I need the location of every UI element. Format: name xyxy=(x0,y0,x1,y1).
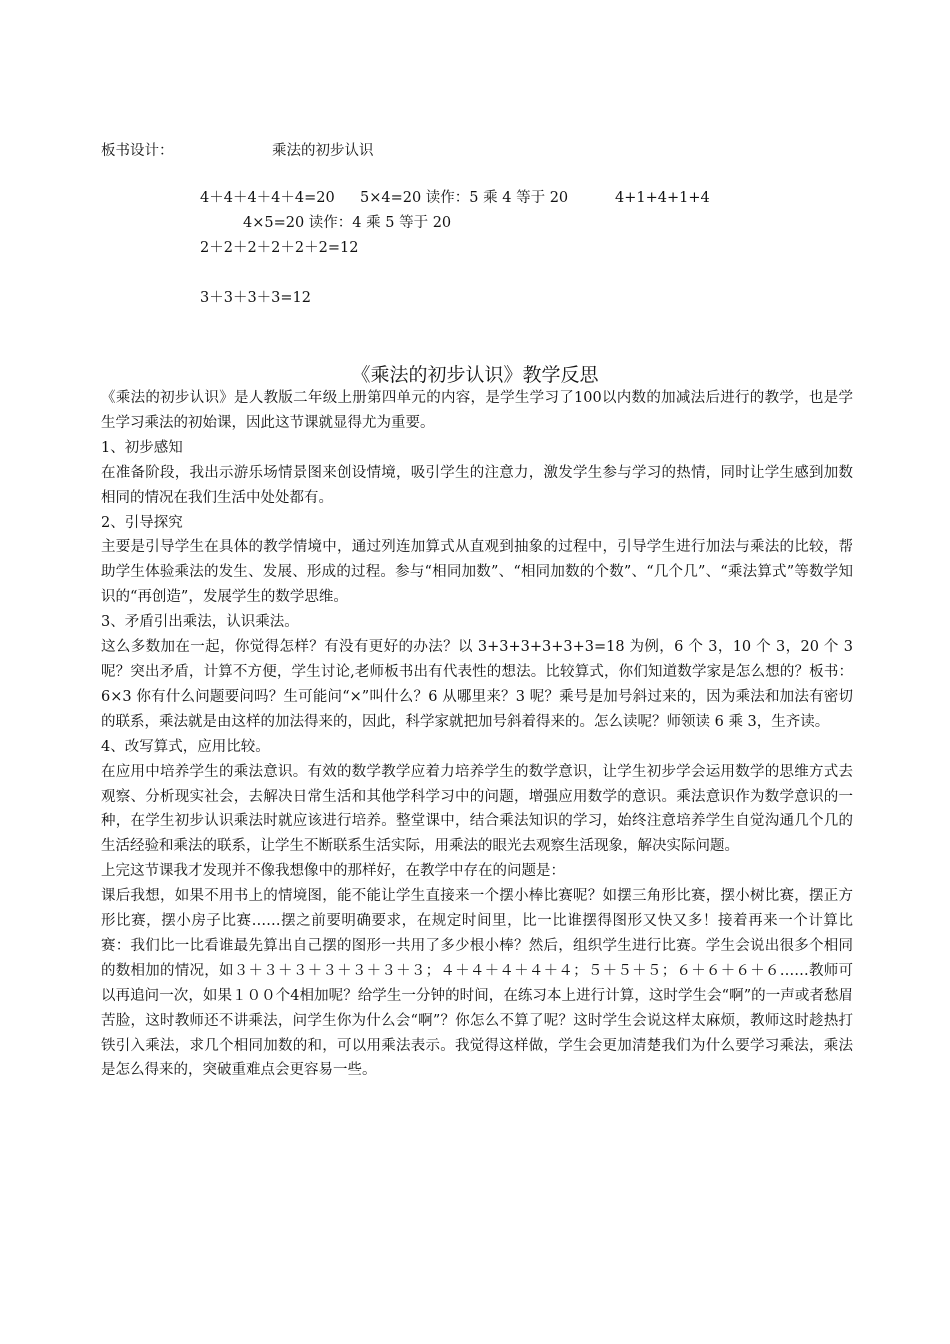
section-2-heading: 2、引导探究 xyxy=(101,514,183,531)
section-2-text: 主要是引导学生在具体的教学情境中，通过列连加算式从直观到抽象的过程中，引导学生进行加法与乘法的比较，帮助学生体验乘法的发生、发展、形成的过程。参与“相同加数”、“相同加数的个数”、“几个几”、“乘法算式”等数学知识的“再创造”，发展学生的数学思维。 xyxy=(101,539,853,606)
section-4-text: 在应用中培养学生的乘法意识。有效的数学教学应着力培养学生的数学意识，让学生初步学会运用数学的思维方式去观察、分析现实社会，去解决日常生活和其他学科学习中的问题，增强应用数学的意识。乘法意识作为数学意识的一种，在学生初步认识乘法时就应该进行培养。整堂课中，结合乘法知识的学习，始终注意培养学生自觉沟通几个几的生活经验和乘法的联系，让学生不断联系生活实际，用乘法的眼光去观察生活现象，解决实际问题。 xyxy=(101,763,853,855)
board-equation-3: 2＋2＋2＋2＋2＋2=12 xyxy=(200,240,359,256)
board-design-label: 板书设计： xyxy=(101,143,174,159)
section-1-text: 在准备阶段，我出示游乐场情景图来创设情境，吸引学生的注意力，激发学生参与学习的热情，同时让学生感到加数相同的情况在我们生活中处处都有。 xyxy=(101,464,853,506)
reflection-body xyxy=(101,386,853,1083)
section-3-text: 这么多数加在一起，你觉得怎样？有没有更好的办法？以 3+3+3+3+3+3=18 为例，6 个 3，10 个 3，20 个 3 呢？突出矛盾，计算不方便，学生讨论,老师板书出有代表性的想法。比较算式，你们知道数学家是怎么想的？板书：6×3 你有什么问题要问吗？生可能问“×”叫什么？6 从哪里来？3 呢？乘号是加号斜过来的，因为乘法和加法有密切的联系，乘法就是由这样的加法得来的，因此，科学家就把加号斜着得来的。怎么读呢？师领读 6 乘 3，生齐读。 xyxy=(101,639,853,730)
board-equation-1a: 4＋4＋4＋4＋4=20 xyxy=(200,190,335,206)
board-equation-1c: 4+1+4+1+4 xyxy=(615,190,710,206)
board-design-topic: 乘法的初步认识 xyxy=(272,143,374,159)
closing-text: 课后我想，如果不用书上的情境图，能不能让学生直接来一个摆小棒比赛呢？如摆三角形比赛，摆小树比赛，摆正方形比赛，摆小房子比赛……摆之前要明确要求，在规定时间里，比一比谁摆得图形又快又多！接着再来一个计算比赛：我们比一比看谁最先算出自己摆的图形一共用了多少根小棒？然后，组织学生进行比赛。学生会说出很多个相同的数相加的情况，如３＋３＋３＋３＋３＋３＋３；４＋４＋４＋４＋４；５＋５＋５；６＋６＋６＋６……教师可以再追问一次，如果１００个4相加呢？给学生一分钟的时间，在练习本上进行计算，这时学生会“啊”的一声或者愁眉苦脸，这时教师还不讲乘法，问学生你为什么会“啊”？你怎么不算了呢？这时学生会说这样太麻烦，教师这时趁热打铁引入乘法，求几个相同加数的和，可以用乘法表示。我觉得这样做，学生会更加清楚我们为什么要学习乘法，乘法是怎么得来的，突破重难点会更容易一些。 xyxy=(101,888,853,1079)
board-equation-2: 4×5=20 读作：4 乘 5 等于 20 xyxy=(243,215,452,231)
reflection-title: 《乘法的初步认识》教学反思 xyxy=(351,364,599,386)
problems-intro: 上完这节课我才发现并不像我想像中的那样好，在教学中存在的问题是： xyxy=(101,863,565,880)
section-3-heading: 3、矛盾引出乘法，认识乘法。 xyxy=(101,614,299,631)
board-equation-1b: 5×4=20 读作：5 乘 4 等于 20 xyxy=(360,190,569,206)
reflection-intro: 《乘法的初步认识》是人教版二年级上册第四单元的内容，是学生学习了100以内数的加减法后进行的教学，也是学生学习乘法的初始课，因此这节课就显得尤为重要。 xyxy=(101,390,853,431)
section-4-heading: 4、改写算式，应用比较。 xyxy=(101,738,270,755)
section-1-heading: 1、初步感知 xyxy=(101,439,183,456)
board-equation-4: 3＋3＋3＋3=12 xyxy=(200,290,312,306)
